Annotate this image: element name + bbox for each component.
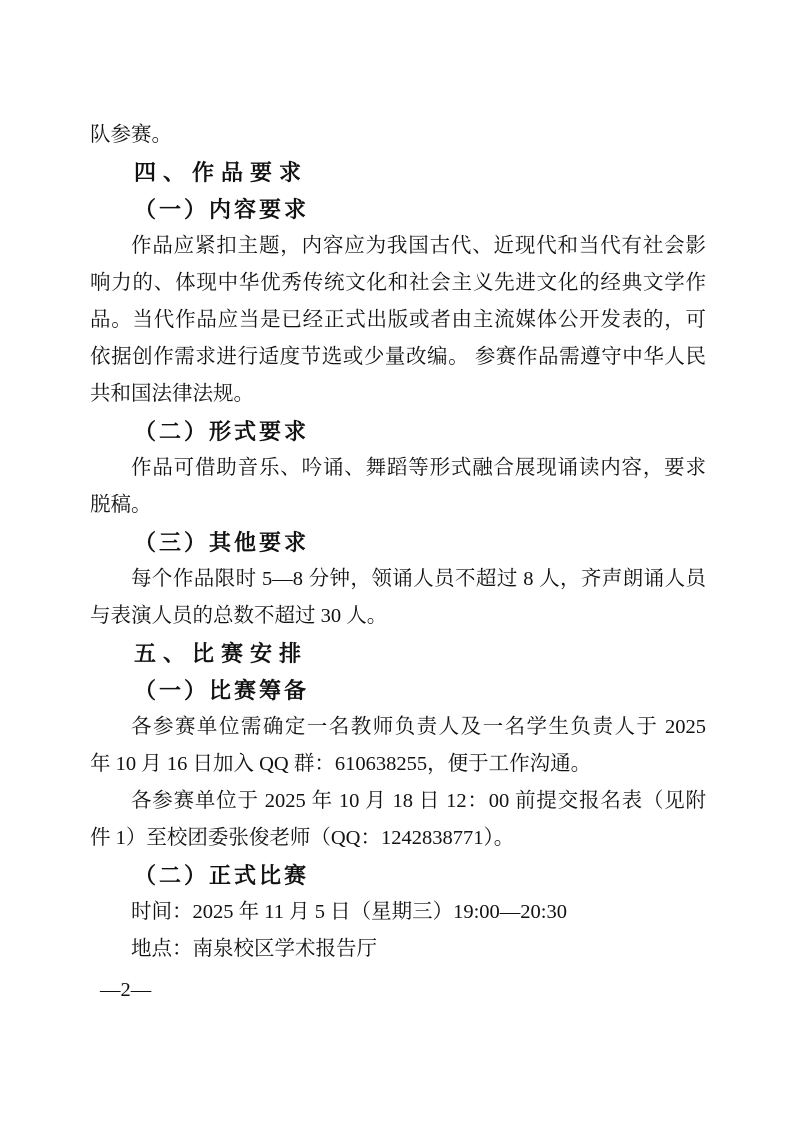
text-line: 件 1）至校团委张俊老师（QQ：1242838771）。	[90, 827, 515, 849]
text-line: 各参赛单位需确定一名教师负责人及一名学生负责人于 2025	[131, 716, 706, 738]
text-line: 响力的、体现中华优秀传统文化和社会主义先进文化的经典文学作	[90, 272, 706, 294]
text-line: 品。当代作品应当是已经正式出版或者由主流媒体公开发表的，可	[90, 309, 706, 331]
text-line: 脱稿。	[90, 494, 152, 516]
heading-line: （一）内容要求	[134, 197, 310, 222]
text-line: 年 10 月 16 日加入 QQ 群：610638255，便于工作沟通。	[90, 753, 592, 775]
text-line: 每个作品限时 5—8 分钟，领诵人员不超过 8 人，齐声朗诵人员	[131, 568, 706, 590]
heading-line: 四、作品要求	[134, 160, 309, 185]
document-body	[90, 117, 706, 968]
page-number: —2—	[100, 979, 152, 1001]
text-line: 地点：南泉校区学术报告厅	[131, 938, 377, 960]
heading-line: （一）比赛筹备	[134, 678, 310, 703]
text-line: 各参赛单位于 2025 年 10 月 18 日 12：00 前提交报名表（见附	[131, 790, 706, 812]
text-line: 共和国法律法规。	[90, 383, 254, 405]
text-line: 作品应紧扣主题，内容应为我国古代、近现代和当代有社会影	[131, 235, 706, 257]
heading-line: 五、比赛安排	[134, 641, 309, 666]
text-line: 作品可借助音乐、吟诵、舞蹈等形式融合展现诵读内容，要求	[131, 457, 706, 479]
heading-line: （二）正式比赛	[134, 863, 310, 888]
text-line: 时间：2025 年 11 月 5 日（星期三）19:00—20:30	[131, 901, 568, 923]
text-line: 与表演人员的总数不超过 30 人。	[90, 605, 388, 627]
heading-line: （三）其他要求	[134, 530, 310, 555]
heading-line: （二）形式要求	[134, 419, 310, 444]
text-line: 队参赛。	[90, 124, 172, 146]
text-line: 依据创作需求进行适度节选或少量改编。 参赛作品需遵守中华人民	[90, 346, 706, 368]
